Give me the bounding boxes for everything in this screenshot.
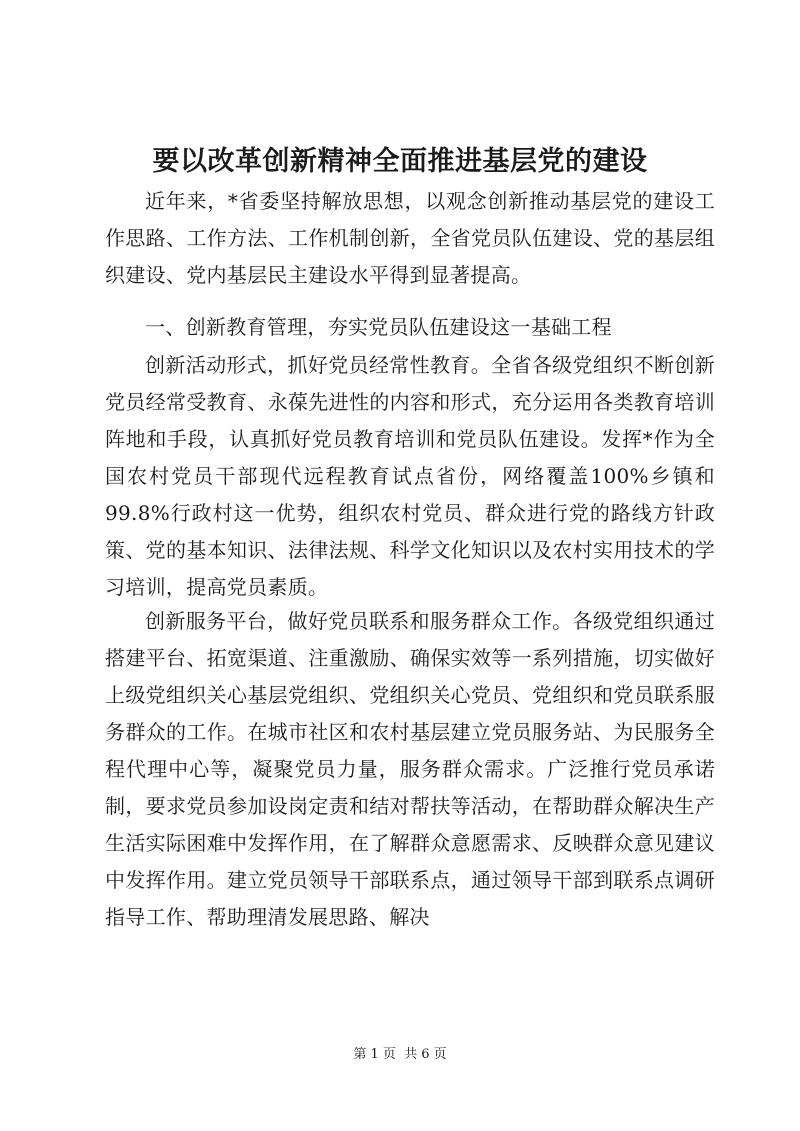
- paragraph-education: 创新活动形式，抓好党员经常性教育。全省各级党组织不断创新党员经常受教育、永葆先进性的内容和形式，充分运用各类教育培训阵地和手段，认真抓好党员教育培训和党员队伍建设。发挥*作为全国农村党员干部现代远程教育试点省份，网络覆盖100%乡镇和99.8%行政村这一优势，组织农村党员、群众进行党的路线方针政策、党的基本知识、法律法规、科学文化知识以及农村实用技术的学习培训，提高党员素质。: [105, 353, 715, 599]
- page-number: 第 1 页: [353, 1047, 396, 1062]
- section-heading: 一、创新教育管理，夯实党员队伍建设这一基础工程: [145, 315, 612, 339]
- paragraph-service: 创新服务平台，做好党员联系和服务群众工作。各级党组织通过搭建平台、拓宽渠道、注重激励、确保实效等一系列措施，切实做好上级党组织关心基层党组织、党组织关心党员、党组织和党员联系服务群众的工作。在城市社区和农村基层建立党员服务站、为民服务全程代理中心等，凝聚党员力量，服务群众需求。广泛推行党员承诺制，要求党员参加设岗定责和结对帮扶等活动，在帮助群众解决生产生活实际困难中发挥作用，在了解群众意愿需求、反映群众意见建议中发挥作用。建立党员领导干部联系点，通过领导干部到联系点调研指导工作、帮助理清发展思路、解决: [105, 609, 715, 929]
- paragraph-intro: 近年来，*省委坚持解放思想，以观念创新推动基层党的建设工作思路、工作方法、工作机制创新，全省党员队伍建设、党的基层组织建设、党内基层民主建设水平得到显著提高。: [105, 189, 715, 287]
- page-footer: [0, 1045, 800, 1065]
- document-title: 要以改革创新精神全面推进基层党的建设: [152, 146, 648, 177]
- page-total: 共 6 页: [404, 1047, 447, 1062]
